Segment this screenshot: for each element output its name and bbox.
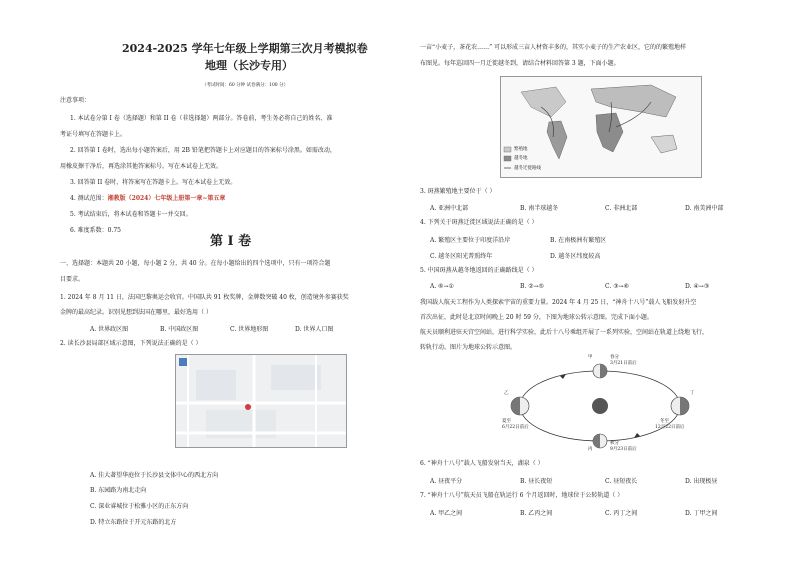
sun-icon	[592, 398, 608, 414]
passage-line: 转轨行动。图片为地球公转示意图。	[420, 344, 517, 351]
q4-option-b[interactable]: B. 在南极洲有繁殖区	[550, 237, 607, 244]
county-map-figure	[175, 354, 347, 448]
q3-option-a[interactable]: A. 亚洲中北部	[430, 205, 469, 212]
q2-option-a[interactable]: A. 佳大著望华庭位于长沙县文体中心的西北方向	[90, 472, 219, 479]
passage-line: 首次出征，此时是北京时间晚上 20 时 59 分，下图为地球公转示意图。完成下面小题。	[420, 314, 653, 321]
q4-option-a[interactable]: A. 繁殖区主要位于印度洋沿岸	[430, 237, 511, 244]
q1-option-a[interactable]: A. 世界政区图	[90, 326, 129, 333]
passage-line: 航天员顺利进驻天宫空间站，进行科学实验，此后十八号乘组开展了一系列实验，空间站在轨道上绕地飞行，	[420, 329, 709, 336]
q5-option-b[interactable]: B. ②→⑤	[520, 283, 545, 290]
note-line: 3. 回答第 II 卷时，将答案写在答题卡上。写在本试卷上无效。	[70, 179, 237, 186]
orbit-label-autumn: 秋分	[610, 441, 619, 446]
q3-option-c[interactable]: C. 非洲北部	[605, 205, 638, 212]
county-map	[176, 355, 346, 447]
question-1-cont: 金牌的最高纪录。识别见想到法国在哪里，最好选用（ ）	[60, 309, 212, 316]
q6-option-a[interactable]: A. 昼夜平分	[430, 478, 463, 485]
section-instructions: 目要求。	[60, 276, 85, 283]
question-7: 7. “神舟十八号”航天员飞船在轨运行 6 个月返回时，地球位于公转轨道（ ）	[420, 492, 624, 499]
q1-option-c[interactable]: C. 世界地形图	[230, 326, 269, 333]
q2-option-b[interactable]: B. 东园路为南北走向	[90, 487, 147, 494]
question-6: 6. “神舟十八号”载人飞船发射当天，湖泉（ ）	[420, 460, 544, 467]
intro-passage: 一亩“小麦子，茶花农……” 可以形成三亩人材资丰多的，其实小麦子的生产农业区，它的的繁殖地样	[420, 44, 687, 51]
orbit-label-ding: 丁	[690, 391, 695, 396]
q1-option-d[interactable]: D. 世界人口图	[295, 326, 334, 333]
question-5: 5. 中国斑燕从越冬地返回的正确路线是（ ）	[420, 267, 538, 274]
orbit-label-autumn-date: 9月23日前后	[610, 447, 637, 452]
world-migration-map	[501, 77, 701, 177]
note-line: 5. 考试结束后，将本试卷和答题卡一并交回。	[70, 211, 192, 218]
test-range-value: 湘教版（2024）七年级上册第一章~第五章	[107, 195, 226, 202]
note-line: 考证号填写在答题卡上。	[60, 131, 127, 138]
exam-subtitle: 地理（长沙专用）	[205, 59, 293, 72]
orbit-label-winter-date: 12月22日前后	[655, 425, 685, 430]
q7-option-b[interactable]: B. 乙丙之间	[520, 510, 553, 517]
orbit-label-spring: 春分	[610, 355, 619, 360]
orbit-label-jia: 甲	[588, 355, 593, 360]
q5-option-c[interactable]: C. ③→⑥	[605, 283, 629, 290]
migration-map-figure	[500, 76, 702, 178]
legend-wintering: 越冬地	[514, 156, 528, 161]
question-3: 3. 斑燕繁殖地主要位于（ ）	[420, 188, 496, 195]
test-range	[70, 195, 225, 202]
q3-option-b[interactable]: B. 南半球越冬	[520, 205, 559, 212]
exam-info: （考试时间：60 分钟 试卷满分：100 分）	[202, 83, 289, 88]
q6-option-b[interactable]: B. 昼长夜短	[520, 478, 553, 485]
intro-passage: 布图见。每年巡回四一月迁徙越冬到，请结合材料回答第 3 题，下面小题。	[420, 60, 620, 67]
q5-option-d[interactable]: D. ④→③	[685, 283, 710, 290]
q3-option-d[interactable]: D. 南美洲中部	[685, 205, 724, 212]
section-heading: 第 I 卷	[210, 234, 252, 249]
q1-option-b[interactable]: B. 中国政区图	[160, 326, 199, 333]
note-line: 2. 回答第 I 卷时，选出每小题答案后，用 2B 铅笔把答题卡上对应题目的答案标号涂黑。如需改动，	[70, 147, 336, 154]
note-line: 6. 难度系数：0.75	[70, 227, 121, 234]
question-4: 4. 下列关于斑燕迁徙区域说法正确的是（ ）	[420, 219, 538, 226]
q6-option-c[interactable]: C. 昼短夜长	[605, 478, 638, 485]
legend-route: 越冬迁徙路线	[514, 166, 541, 171]
orbit-label-spring-date: 3月21日前后	[610, 361, 637, 366]
test-range-label: 4. 测试范围：	[70, 195, 108, 202]
q7-option-a[interactable]: A. 甲乙之间	[430, 510, 463, 517]
passage-line: 我国载人航天工程作为人类探索宇宙的重要力量。2024 年 4 月 25 日，“神舟十八号”载人飞船发射升空	[420, 299, 697, 306]
q7-option-d[interactable]: D. 丁甲之间	[685, 510, 718, 517]
orbit-label-winter: 冬至	[660, 419, 669, 424]
orbit-label-yi: 乙	[504, 391, 509, 396]
question-2: 2. 读长沙县局部区域示意图，下列说法正确的是（ ）	[60, 340, 202, 347]
section-instructions: 一、选择题：本题共 20 小题，每小题 2 分，共 40 分。在每小题给出的四个选项中，只有一项符合题	[60, 260, 331, 267]
q4-option-c[interactable]: C. 越冬区阳光普照终年	[430, 253, 493, 260]
legend-breeding: 繁殖地	[514, 147, 528, 152]
exam-title: 2024-2025 学年七年级上学期第三次月考模拟卷	[122, 42, 368, 55]
note-line: 用橡皮擦干净后，再选涂其他答案标号。写在本试卷上无效。	[60, 163, 223, 170]
q6-option-d[interactable]: D. 出现极昼	[685, 478, 718, 485]
q2-option-c[interactable]: C. 深业睿城位于松雅小区的正东方向	[90, 503, 189, 510]
q2-option-d[interactable]: D. 特立东路位于开元东路的北方	[90, 519, 177, 526]
q4-option-d[interactable]: D. 越冬区纬度较高	[550, 253, 601, 260]
earth-orbit-diagram	[500, 356, 700, 454]
notice-label: 注意事项：	[60, 97, 91, 104]
orbit-label-summer: 夏至	[502, 419, 511, 424]
orbit-label-bing: 丙	[588, 447, 593, 452]
orbit-label-summer-date: 6月22日前后	[502, 425, 529, 430]
question-1: 1. 2024 年 8 月 11 日，法国巴黎奥运会收官。中国队共 91 枚奖牌，金牌数突破 40 枚，创造境外参赛获奖	[60, 294, 349, 301]
q7-option-c[interactable]: C. 丙丁之间	[605, 510, 638, 517]
q5-option-a[interactable]: A. ⑥→①	[430, 283, 454, 290]
note-line: 1. 本试卷分第 I 卷（选择题）和第 II 卷（非选择题）两部分。答卷前，考生务必将自己的姓名、准	[70, 115, 333, 122]
earth-orbit-figure	[500, 356, 700, 454]
